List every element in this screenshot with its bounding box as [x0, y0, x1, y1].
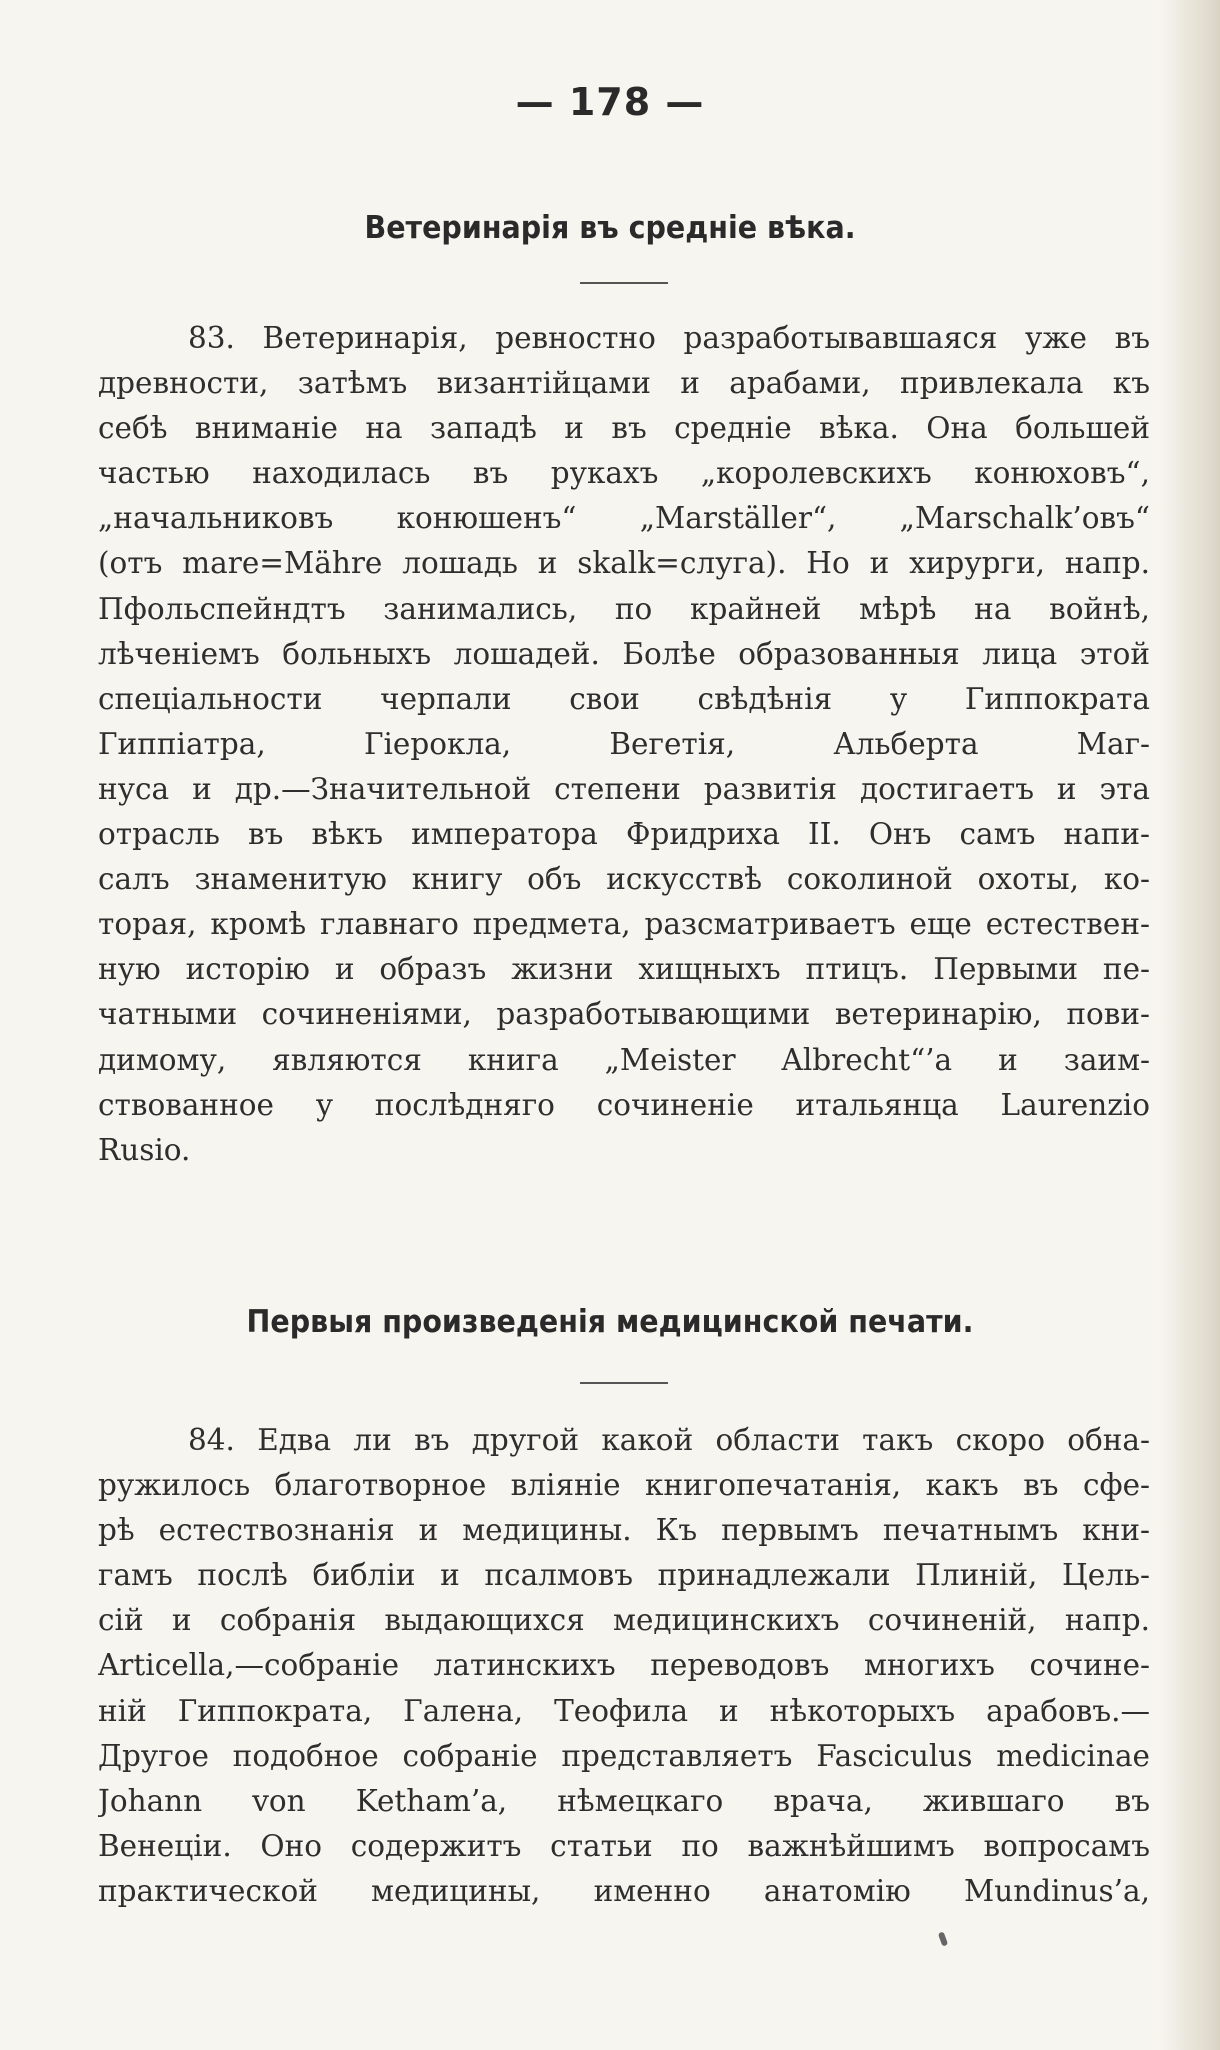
text-line: нуса и др.—Значительной степени развитія достигаетъ и эта	[98, 771, 1150, 806]
section-heading-medical-printing: Первыя произведенія медицинской печати.	[246, 1304, 974, 1340]
page-edge-shadow	[1160, 0, 1220, 2050]
text-line: Гиппіатра, Гіерокла, Вегетія, Альберта Маг-	[98, 726, 1150, 761]
text-line: практической медицины, именно анатомію Mundinus’а,	[98, 1873, 1150, 1908]
text-line: древности, затѣмъ византійцами и арабами, привлекала къ	[98, 366, 1150, 401]
text-line: чатными сочиненіями, разработывающими ветеринарію, пови-	[98, 997, 1150, 1032]
page-number: — 178 —	[515, 80, 705, 124]
text-line: Пфольспейндтъ занимались, по крайней мѣрѣ на войнѣ,	[98, 591, 1150, 626]
text-line: отрасль въ вѣкъ императора Фридриха II. Онъ самъ напи-	[98, 817, 1150, 852]
text-line: 84. Едва ли въ другой какой области такъ скоро обна-	[188, 1423, 1150, 1457]
text-line: сій и собранія выдающихся медицинскихъ сочиненій, напр.	[98, 1603, 1150, 1638]
text-line: Johann von Ketham’а, нѣмецкаго врача, жившаго въ	[98, 1783, 1150, 1818]
text-line: „начальниковъ конюшенъ“ „Marställer“, „Marschalk’овъ“	[98, 501, 1150, 536]
text-line: спеціальности черпали свои свѣдѣнія у Гиппократа	[98, 681, 1150, 716]
text-line: Венеціи. Оно содержитъ статьи по важнѣйшимъ вопросамъ	[98, 1828, 1150, 1863]
text-line: лѣченіемъ больныхъ лошадей. Болѣе образованныя лица этой	[98, 636, 1150, 671]
text-line: салъ знаменитую книгу объ искусствѣ соколиной охоты, ко-	[98, 862, 1150, 897]
text-line: ную исторію и образъ жизни хищныхъ птицъ. Первыми пе-	[98, 952, 1150, 987]
text-line: частью находилась въ рукахъ „королевскихъ конюховъ“,	[98, 456, 1150, 491]
text-line: ружилось благотворное вліяніе книгопечатанія, какъ въ сфе-	[98, 1468, 1150, 1503]
paragraph-84	[98, 1418, 1150, 1914]
text-line: 83. Ветеринарія, ревностно разработывавшаяся уже въ	[188, 321, 1150, 355]
text-line: себѣ вниманіе на западѣ и въ средніе вѣка. Она большей	[98, 411, 1150, 446]
text-line: торая, кромѣ главнаго предмета, разсматриваетъ еще естествен-	[98, 907, 1150, 942]
text-line: Articella,—собраніе латинскихъ переводовъ многихъ сочине-	[98, 1648, 1150, 1683]
text-line: ній Гиппократа, Галена, Теофила и нѣкоторыхъ арабовъ.—	[98, 1693, 1150, 1728]
text-line: Rusio.	[98, 1132, 191, 1167]
heading-rule	[580, 282, 668, 284]
text-line: ствованное у послѣдняго сочиненіе итальянца Laurenzio	[98, 1087, 1150, 1122]
text-line: рѣ естествознанія и медицины. Къ первымъ печатнымъ кни-	[98, 1513, 1150, 1548]
heading-rule	[580, 1382, 668, 1384]
paragraph-83	[98, 316, 1150, 1173]
text-line: (отъ mare=Mähre лошадь и skalk=слуга). Но и хирурги, напр.	[98, 546, 1150, 581]
text-line: гамъ послѣ библіи и псалмовъ принадлежали Плиній, Цель-	[98, 1558, 1150, 1593]
section-heading-veterinary: Ветеринарія въ средніе вѣка.	[364, 210, 856, 246]
ink-spot	[938, 1931, 948, 1946]
text-line: Другое подобное собраніе представляетъ Fasciculus medicinae	[98, 1738, 1150, 1773]
text-line: димому, являются книга „Meister Albrecht“’а и заим-	[98, 1042, 1150, 1077]
